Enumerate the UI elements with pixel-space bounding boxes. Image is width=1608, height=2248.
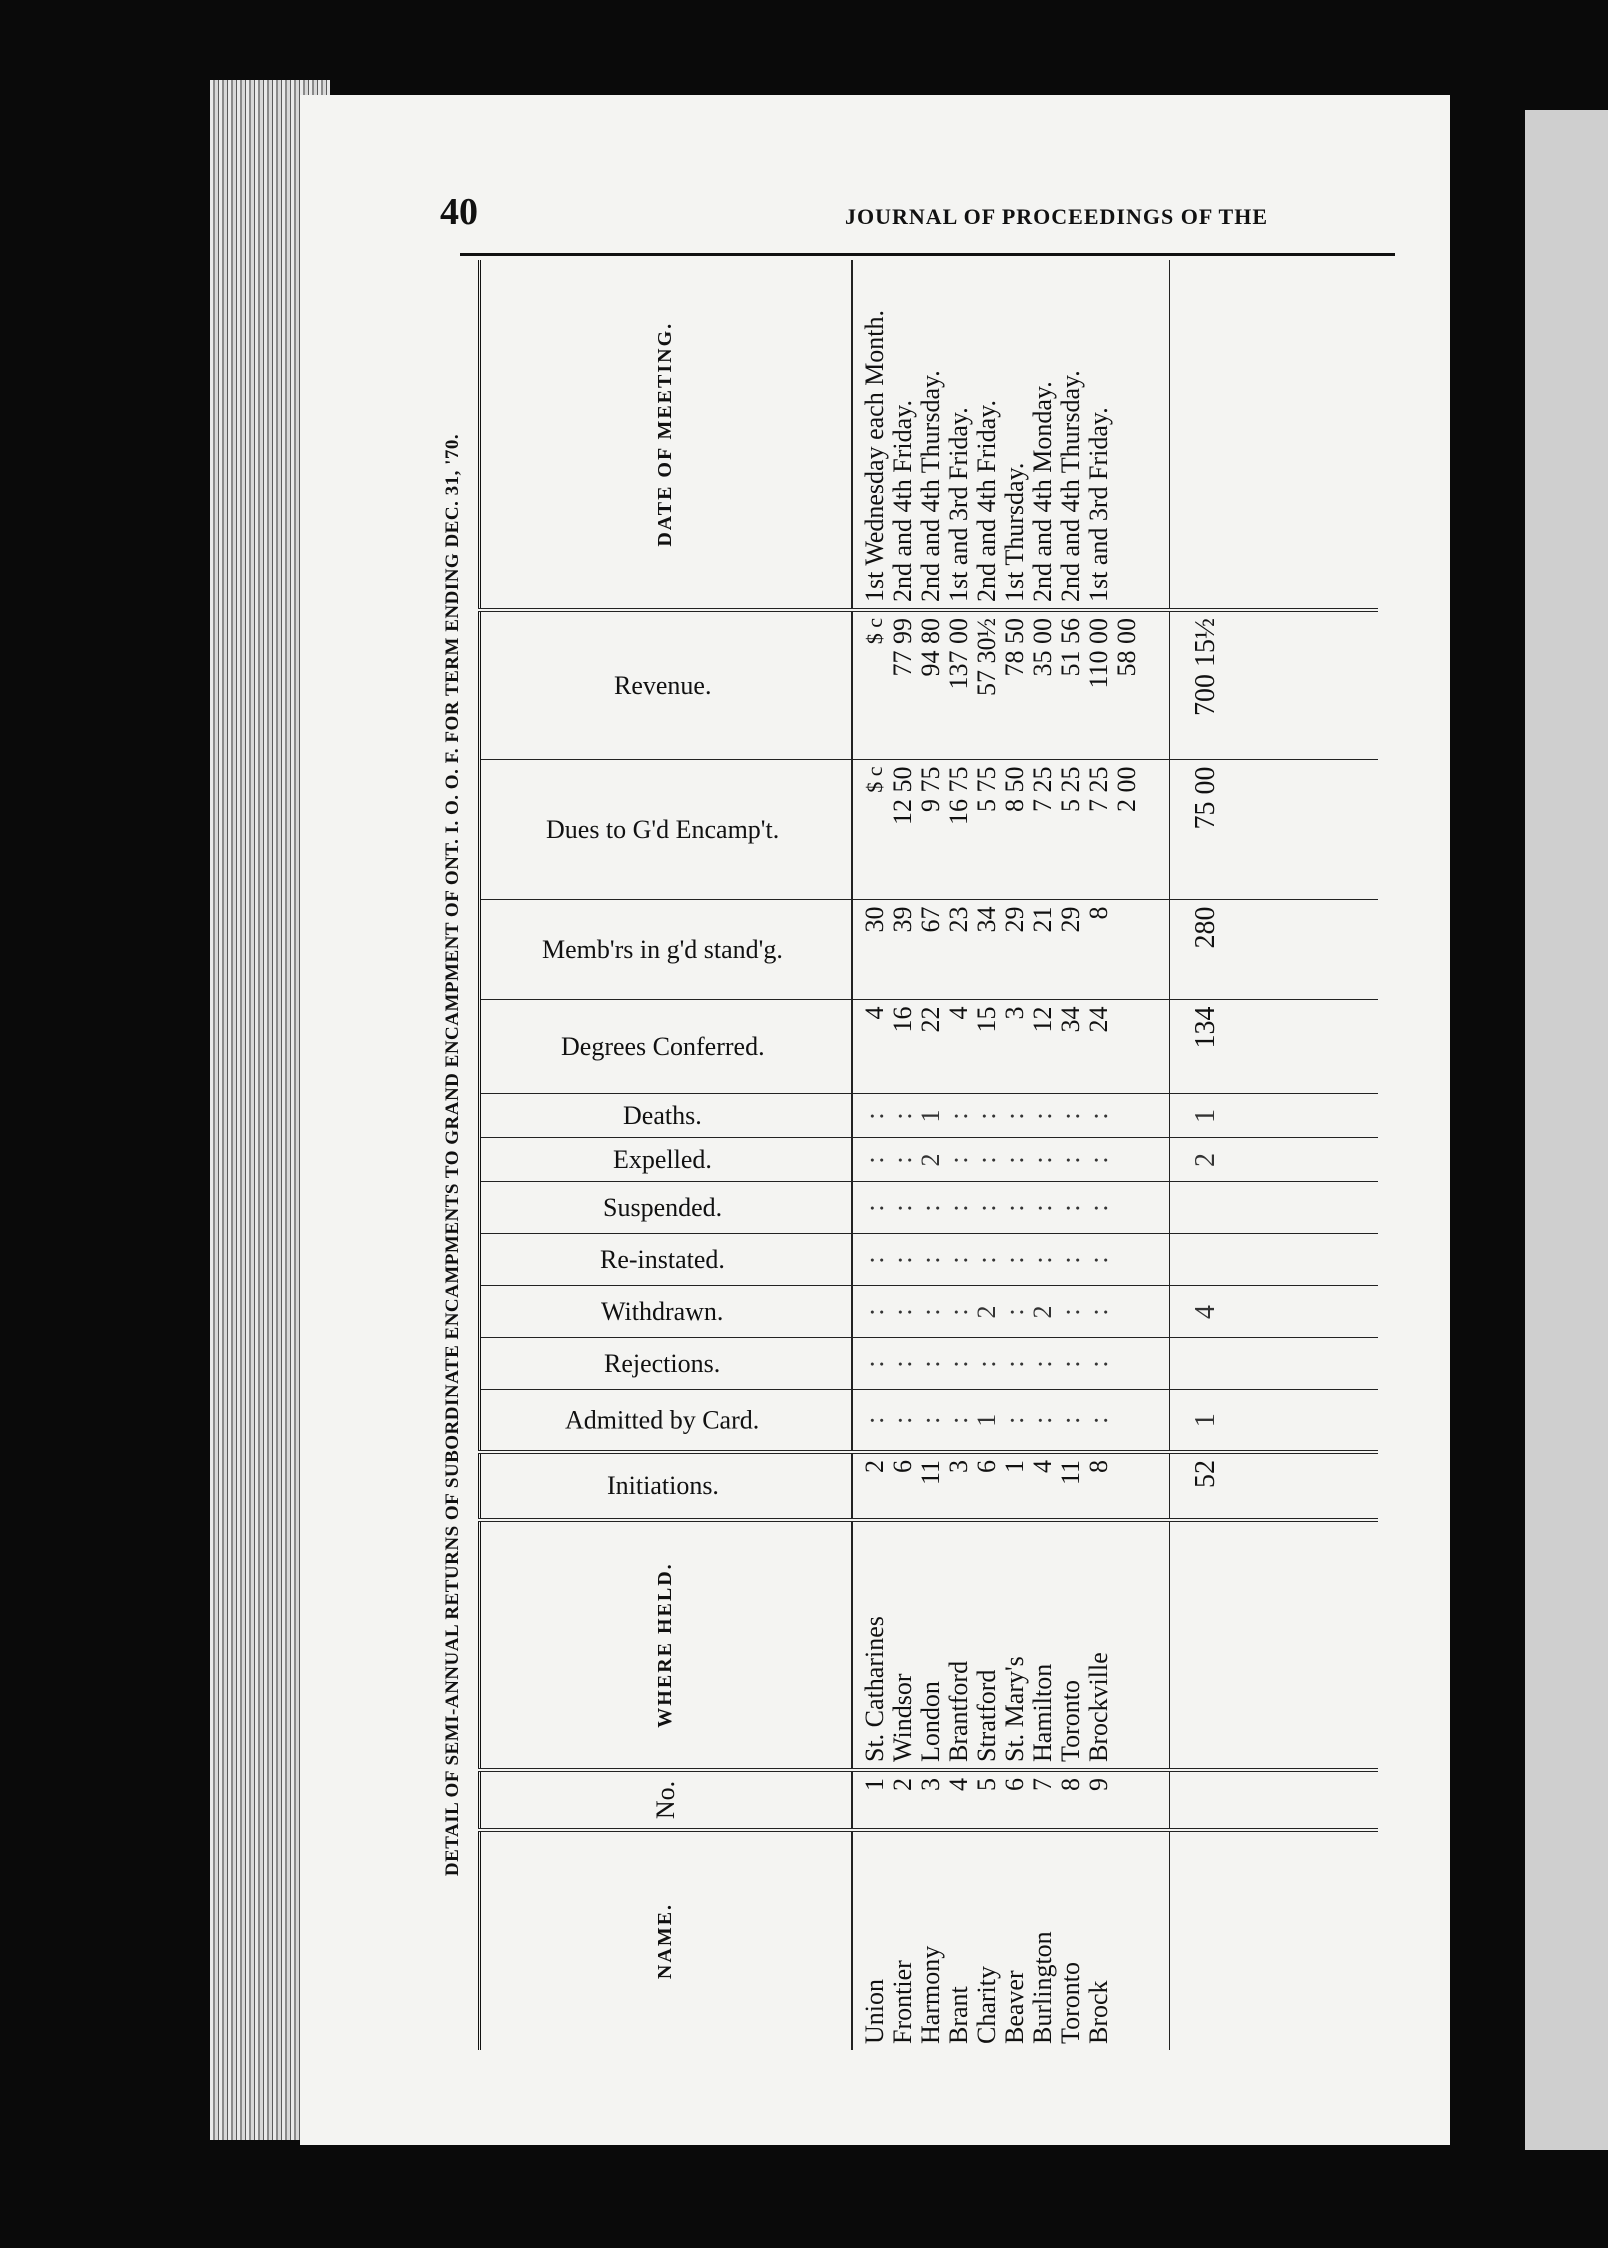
col-name: Union Frontier Harmony Brant Charity Beaver Burlington Toronto Brock [852, 1830, 1170, 2050]
col-degrees: 4 16 22 4 15 3 12 34 24 [852, 1000, 1170, 1094]
revenue-units: $ c [861, 618, 887, 645]
total-members: 280 [1170, 900, 1378, 1000]
col-admitted: : : : : 1 : : : : [852, 1390, 1170, 1452]
total-name [1170, 1830, 1378, 2050]
col-where-held: St. Catharines Windsor London Brantford Stratford St. Mary's Hamilton Toronto Brockville [852, 1520, 1170, 1770]
totals-row [1170, 260, 1378, 2050]
header-row [480, 260, 852, 2050]
total-reinstated [1170, 1234, 1378, 1286]
book-page [300, 95, 1450, 2145]
header-rejections: Rejections. [480, 1338, 852, 1390]
total-deaths: 1 [1170, 1094, 1378, 1138]
col-dues [852, 760, 1170, 900]
facing-page [1525, 110, 1608, 2150]
col-members: 30 39 67 23 34 29 21 29 8 [852, 900, 1170, 1000]
rotated-table-frame [430, 260, 1410, 2050]
header-suspended: Suspended. [480, 1182, 852, 1234]
total-dues: 75 00 [1170, 760, 1378, 900]
header-degrees: Degrees Conferred. [480, 1000, 852, 1094]
col-withdrawn: : : : : 2 : 2 : : [852, 1286, 1170, 1338]
header-no: No. [480, 1770, 852, 1830]
page-number: 40 [440, 191, 478, 233]
col-rejections: : : : : : : : : : [852, 1338, 1170, 1390]
header-name: NAME. [480, 1830, 852, 2050]
header-deaths: Deaths. [480, 1094, 852, 1138]
running-head: JOURNAL OF PROCEEDINGS OF THE [845, 204, 1269, 229]
header-reinstated: Re-instated. [480, 1234, 852, 1286]
returns-table [478, 260, 1378, 2050]
total-degrees: 134 [1170, 1000, 1378, 1094]
col-initiations: 2 6 11 3 6 1 4 11 8 [852, 1452, 1170, 1520]
table-title: DETAIL OF SEMI-ANNUAL RETURNS OF SUBORDINATE ENCAMPMENTS TO GRAND ENCAMPMENT OF ONT. I. O. O. F. FOR TERM ENDING DEC. 31, '70. [442, 433, 463, 1877]
revenue-values: 77 99 94 80 137 00 57 30½ 78 50 35 00 51 56 110 00 58 00 [887, 618, 1141, 696]
total-date [1170, 260, 1378, 610]
dues-units: $ c [861, 766, 887, 793]
total-expelled: 2 [1170, 1138, 1378, 1182]
header-dues: Dues to G'd Encamp't. [480, 760, 852, 900]
col-expelled: : : 2 : : : : : : [852, 1138, 1170, 1182]
header-date: DATE OF MEETING. [480, 260, 852, 610]
total-withdrawn: 4 [1170, 1286, 1378, 1338]
col-suspended: : : : : : : : : : [852, 1182, 1170, 1234]
header-withdrawn: Withdrawn. [480, 1286, 852, 1338]
header-admitted: Admitted by Card. [480, 1390, 852, 1452]
col-date: 1st Wednesday each Month. 2nd and 4th Friday. 2nd and 4th Thursday. 1st and 3rd Friday. 2nd and 4th Friday. 1st Thursday. 2nd and 4th Monday. 2nd and 4th Thursday. 1st and 3rd Friday. [852, 260, 1170, 610]
col-deaths: : : 1 : : : : : : [852, 1094, 1170, 1138]
table-body-row [852, 260, 1170, 2050]
total-admitted: 1 [1170, 1390, 1378, 1452]
dues-values: 12 50 9 75 16 75 5 75 8 50 7 25 5 25 7 25 2 00 [887, 766, 1141, 825]
total-no [1170, 1770, 1378, 1830]
header-revenue: Revenue. [480, 610, 852, 760]
total-rejections [1170, 1338, 1378, 1390]
header-rule [460, 253, 1395, 256]
total-where [1170, 1520, 1378, 1770]
header-where-held: WHERE HELD. [480, 1520, 852, 1770]
col-reinstated: : : : : : : : : : [852, 1234, 1170, 1286]
total-revenue: 700 15½ [1170, 610, 1378, 760]
col-no: 1 2 3 4 5 6 7 8 9 [852, 1770, 1170, 1830]
page-header [440, 190, 1440, 240]
total-initiations: 52 [1170, 1452, 1378, 1520]
total-suspended [1170, 1182, 1378, 1234]
header-members: Memb'rs in g'd stand'g. [480, 900, 852, 1000]
header-expelled: Expelled. [480, 1138, 852, 1182]
col-revenue [852, 610, 1170, 760]
rotated-table [430, 260, 1410, 2050]
header-initiations: Initiations. [480, 1452, 852, 1520]
